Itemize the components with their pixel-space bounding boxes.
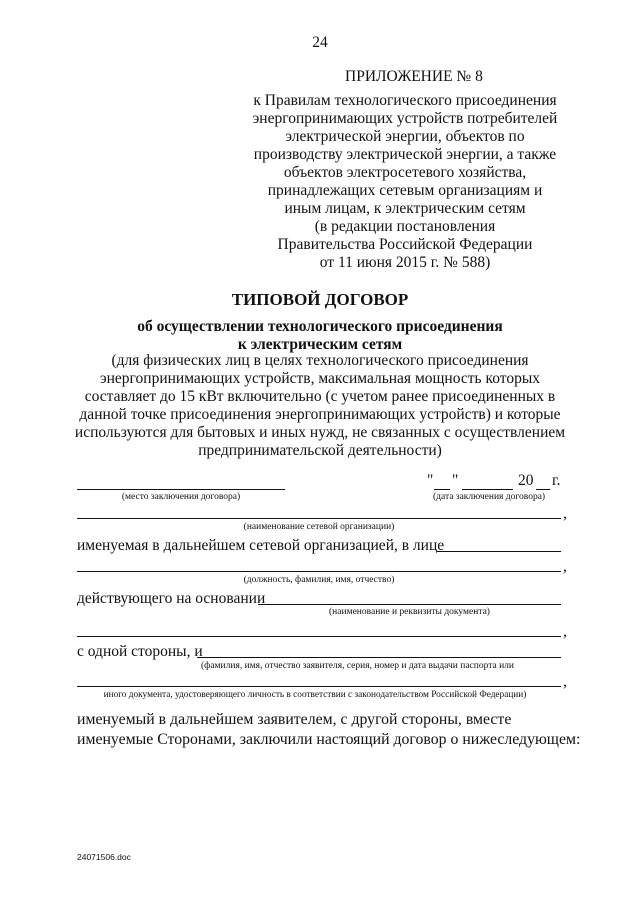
date-year-suffix: г. [552,472,561,489]
date-quote-open: " [427,472,434,489]
description-line: используются для бытовых и иных нужд, не связанных с осуществлением [74,424,566,441]
description-line: (для физических лиц в целях технологического присоединения [111,352,529,369]
appendix-line: Правительства Российской Федерации [277,236,533,253]
date-quote-close: " [452,472,459,489]
comma: , [563,505,567,522]
date-caption: (дата заключения договора) [433,492,546,502]
appendix-line: электрической энергии, объектов по [285,128,525,145]
appendix-line: объектов электросетевого хозяйства, [283,164,527,181]
page-number: 24 [312,34,328,51]
date-month-field[interactable] [462,489,513,490]
basis-document-continuation-field[interactable] [77,636,561,637]
closing-line: именуемый в дальнейшем заявителем, с другой стороны, вместе [77,711,512,728]
comma: , [563,558,567,575]
referred-network-org-text: именуемая в дальнейшем сетевой организацией, в лице [77,537,445,554]
applicant-caption: (фамилия, имя, отчество заявителя, серия, номер и дата выдачи паспорта или [201,661,514,671]
description-line: предпринимательской деятельности) [198,442,442,459]
place-field[interactable] [77,489,285,490]
applicant-continuation-field[interactable] [77,686,561,687]
appendix-line: производству электрической энергии, а также [253,146,557,163]
comma: , [563,673,567,690]
footer-filename: 24071506.doc [77,852,131,862]
date-day-field[interactable] [434,489,450,490]
one-side-text: с одной стороны, и [77,643,203,660]
appendix-title: ПРИЛОЖЕНИЕ № 8 [345,68,483,85]
date-year-field[interactable] [536,489,550,490]
contract-subtitle-line: к электрическим сетям [237,336,403,353]
applicant-caption-continued: иного документа, удостоверяющего личность в соответствии с законодательством Российской Федерации) [103,690,527,700]
acting-basis-text: действующего на основании [77,590,266,607]
representative-field[interactable] [437,551,561,552]
position-field[interactable] [77,571,561,572]
description-line: данной точке присоединения энергопринимающих устройств) и которые [79,406,561,423]
place-caption: (место заключения договора) [121,492,241,502]
document-caption: (наименование и реквизиты документа) [329,607,490,617]
description-line: энергопринимающих устройств, максимальная мощность которых [99,370,540,387]
position-caption: (должность, фамилия, имя, отчество) [243,575,395,585]
contract-title: ТИПОВОЙ ДОГОВОР [231,290,409,309]
closing-line: именуемые Сторонами, заключили настоящий договор о нижеследующем: [77,731,581,748]
comma: , [563,623,567,640]
appendix-line: от 11 июня 2015 г. № 588) [319,254,491,271]
applicant-field[interactable] [197,657,561,658]
appendix-line: к Правилам технологического присоединения [253,92,557,109]
appendix-line: энергопринимающих устройств потребителей [252,110,558,127]
network-org-field[interactable] [77,518,561,519]
date-year-prefix: 20 [518,472,534,489]
description-line: составляет до 15 кВт включительно (с учетом ранее присоединенных в [84,388,556,405]
appendix-line: принадлежащих сетевым организациям и [267,182,543,199]
contract-subtitle-line: об осуществлении технологического присоединения [137,318,503,335]
appendix-line: иным лицам, к электрическим сетям [284,200,526,217]
basis-document-field[interactable] [258,604,561,605]
network-org-caption: (наименование сетевой организации) [243,522,395,532]
appendix-line: (в редакции постановления [314,218,496,235]
